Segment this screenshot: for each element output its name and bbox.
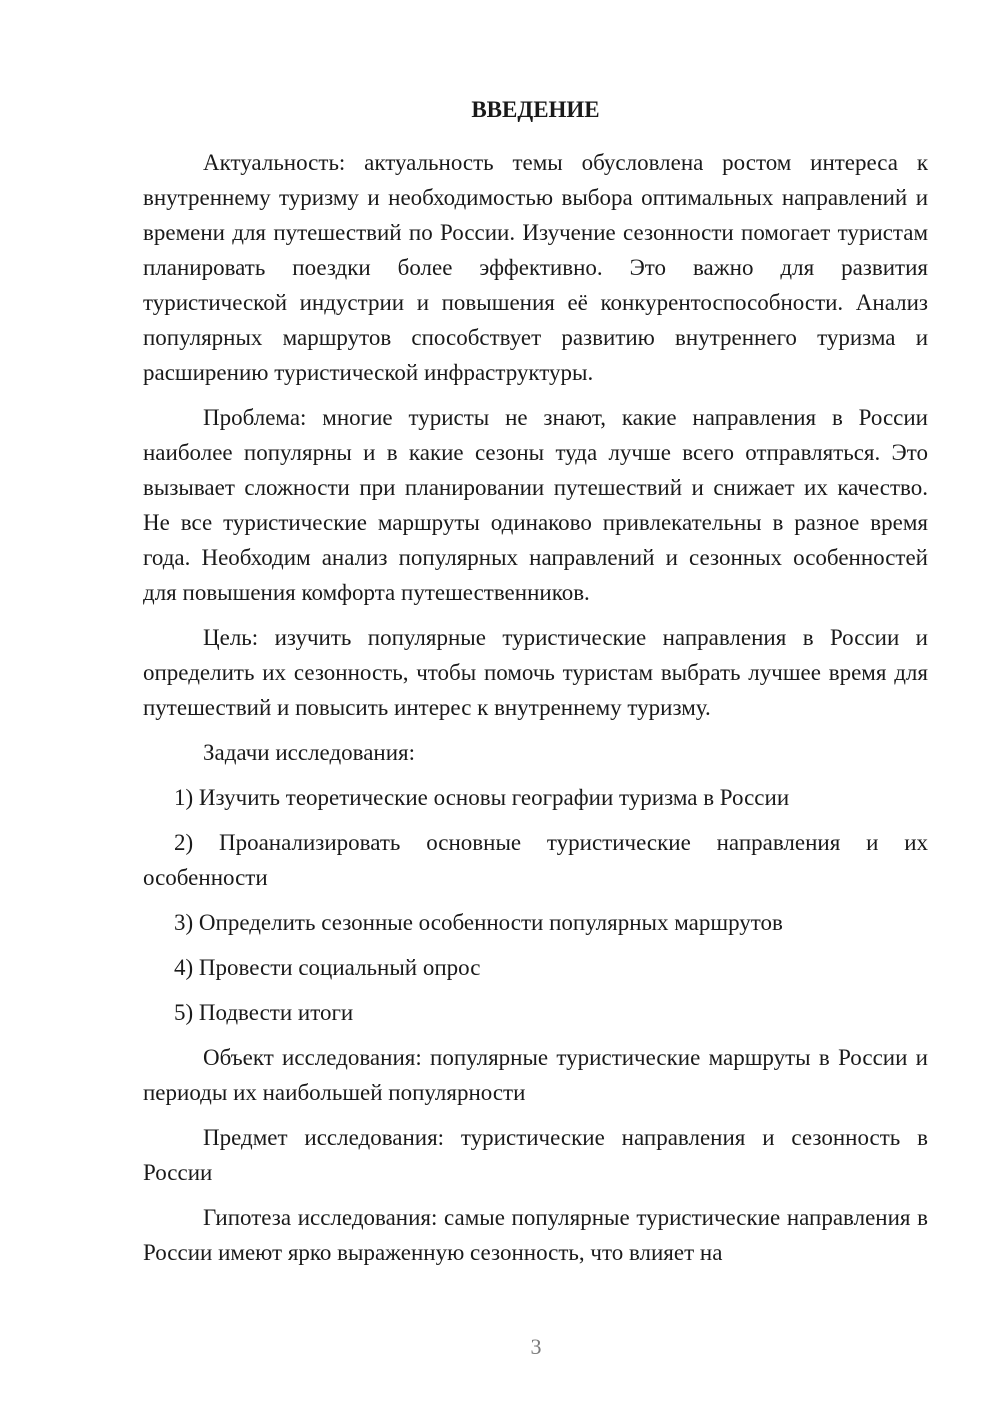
task-item: 1) Изучить теоретические основы географии туризма в России: [174, 785, 790, 810]
task-item: 4) Провести социальный опрос: [174, 955, 481, 980]
task-item: 5) Подвести итоги: [174, 1000, 354, 1025]
task-item: 2) Проанализировать основные туристические направления и их особенности: [143, 830, 928, 890]
paragraph-goal: Цель: изучить популярные туристические направления в России и определить их сезонность, чтобы помочь туристам выбрать лучшее время для путешествий и повысить интерес к внутреннему туризму.: [143, 625, 928, 720]
paragraph-tasks-heading: Задачи исследования:: [203, 740, 416, 765]
page-title: ВВЕДЕНИЕ: [471, 97, 600, 122]
paragraph-object: Объект исследования: популярные туристические маршруты в России и периоды их наибольшей популярности: [143, 1045, 928, 1105]
paragraph-problem: Проблема: многие туристы не знают, какие направления в России наиболее популярны и в какие сезоны туда лучше всего отправляться. Это вызывает сложности при планировании путешествий и снижает их качество. Не все туристические маршруты одинаково привлекательны в разное время года. Необходим анализ популярных направлений и сезонных особенностей для повышения комфорта путешественников.: [143, 405, 928, 605]
paragraph-relevance: Актуальность: актуальность темы обусловлена ростом интереса к внутреннему туризму и необходимостью выбора оптимальных направлений и времени для путешествий по России. Изучение сезонности помогает туристам планировать поездки более эффективно. Это важно для развития туристической индустрии и повышения её конкурентоспособности. Анализ популярных маршрутов способствует развитию внутреннего туризма и расширению туристической инфраструктуры.: [143, 150, 928, 385]
page-content: [143, 95, 928, 1280]
page-number: 3: [530, 1334, 542, 1359]
task-item: 3) Определить сезонные особенности популярных маршрутов: [174, 910, 783, 935]
paragraph-subject: Предмет исследования: туристические направления и сезонность в России: [143, 1125, 928, 1185]
paragraph-hypothesis: Гипотеза исследования: самые популярные туристические направления в России имеют ярко выраженную сезонность, что влияет на: [143, 1205, 928, 1265]
